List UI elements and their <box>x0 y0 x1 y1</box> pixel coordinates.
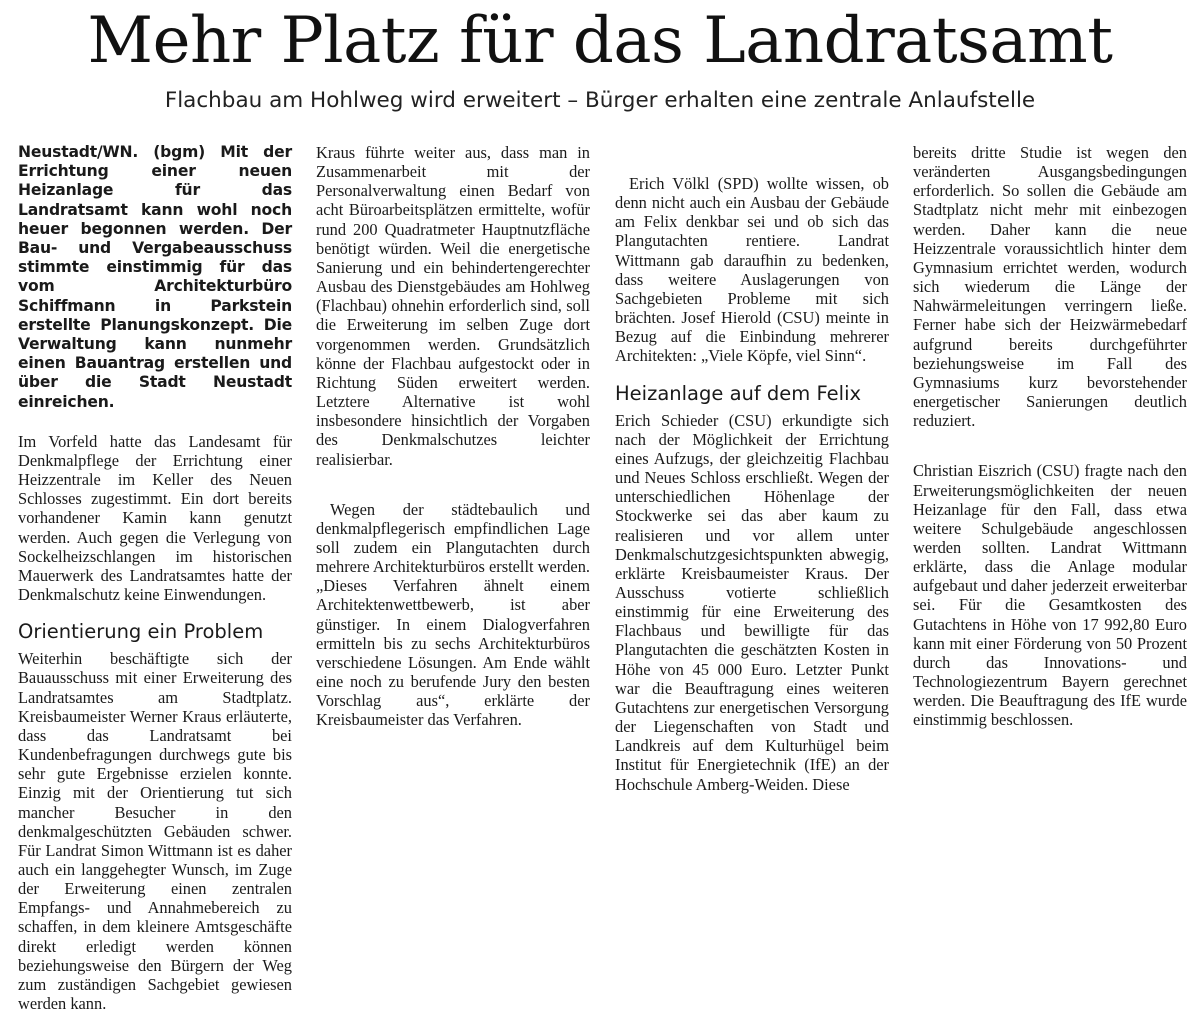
column-4 <box>913 143 1187 811</box>
subtitle-orientierung: Orientierung ein Problem <box>18 620 264 644</box>
paragraph-schieder: Erich Schieder (CSU) erkundigte sich nach der Möglichkeit der Errichtung eines Aufzugs, der gleichzeitig Flachbau und Neues Schloss erschließt. Wegen der unterschiedlichen Höhenlage der Stockwerke sei das aber kaum zu realisieren und vor allem unter Denkmalschutzgesichtspunkten abwegig, erklärte Kreisbaumeister Kraus. Der Ausschuss votierte schließlich einstimmig für eine Erweiterung des Flachbaus und bewilligte für das Plangutachten die geschätzten Kosten in Höhe von 45 000 Euro. Letzter Punkt war die Beauftragung eines weiteren Gutachtens zur energetischen Versorgung der Liegenschaften von Stadt und Landkreis auf dem Kulturhügel beim Institut für Energietechnik (IfE) an der Hochschule Amberg-Weiden. Diese <box>615 410 889 794</box>
column-3 <box>615 143 889 811</box>
paragraph-eiszrich: Christian Eiszrich (CSU) fragte nach den Erweiterungsmöglichkeiten der neuen Heizanlage für den Fall, dass etwa weitere Schulgebäude angeschlossen werden sollten. Landrat Wittmann erklärte, dass die Anlage modular aufgebaut und daher jederzeit erweiterbar sei. Für die Gesamtkosten des Gutachtens in Höhe von 17 992,80 Euro kann mit einer Förderung von 50 Prozent durch das Innovations- und Technologiezentrum Bayern gerechnet werden. Die Beauftragung des IfE wurde einstimmig beschlossen. <box>913 461 1187 730</box>
paragraph-bauausschuss: Weiterhin beschäftigte sich der Bauausschuss mit einer Erweiterung des Landratsamtes am Stadtplatz. Kreisbaumeister Werner Kraus erläuterte, dass das Landratsamt bei Kundenbefragungen durchwegs gute bis sehr gute Ergebnisse erzielen konnte. Einzig mit der Orientierung tut sich mancher Besucher in den denkmalgeschützten Gebäuden schwer. Für Landrat Simon Wittmann ist es daher auch ein langgehegter Wunsch, im Zuge der Erweiterung einen zentralen Empfangs- und Annahmebereich zu schaffen, in dem kleinere Amtsgeschäfte direkt erledigt werden können beziehungsweise den Bürgern der Weg zum zuständigen Sachgebiet gewiesen werden kann. <box>18 649 292 1013</box>
paragraph-schieder-continued: bereits dritte Studie ist wegen den veränderten Ausgangsbedingungen erforderlich. So sollen die Gebäude am Stadtplatz nicht mehr mit einbezogen werden. Daher kann die neue Heizzentrale voraussichtlich hinter dem Gymnasium errichtet werden, wodurch sich wiederum die Länge der Nahwärmeleitungen verringern ließe. Ferner habe sich der Heizwärmebedarf aufgrund bereits durchgeführter beziehungsweise im Fall des Gymnasiums kurz bevorstehender energetischer Sanierungen deutlich reduziert. <box>913 143 1187 431</box>
column-2 <box>316 143 590 811</box>
article-body <box>18 143 1188 1013</box>
paragraph-kraus: Kraus führte weiter aus, dass man in Zusammenarbeit mit der Personalverwaltung einen Bedarf von acht Büroarbeitsplätzen ermittelte, wofür rund 200 Quadratmeter Hauptnutzfläche benötigt würden. Weil die energetische Sanierung und ein behindertengerechter Ausbau des Dienstgebäudes am Hohlweg (Flachbau) ohnehin erforderlich sind, soll die Erweiterung im selben Zuge dort vorgenommen werden. Grundsätzlich könne der Flachbau aufgestockt oder in Richtung Süden erweitert werden. Letztere Alternative ist wohl insbesondere hinsichtlich der Vorgaben des Denkmalschutzes leichter realisierbar. <box>316 143 590 469</box>
paragraph-voelkl: Erich Völkl (SPD) wollte wissen, ob denn nicht auch ein Ausbau der Gebäude am Felix denkbar sei und ob sich das Plangutachten rentiere. Landrat Wittmann gab daraufhin zu bedenken, dass weitere Auslagerungen von Sachgebieten Probleme mit sich brächten. Josef Hierold (CSU) meinte in Bezug auf die Einbindung mehrerer Architekten: „Viele Köpfe, viel Sinn“. <box>615 174 889 366</box>
lead-paragraph: Neustadt/WN. (bgm) Mit der Errichtung einer neuen Heizanlage für das Landratsamt kann wohl noch heuer begonnen werden. Der Bau- und Vergabeausschuss stimmte einstimmig für das vom Architekturbüro Schiffmann in Parkstein erstellte Planungskonzept. Die Verwaltung kann nunmehr einen Bauantrag erstellen und über die Stadt Neustadt einreichen. <box>18 143 292 411</box>
paragraph-denkmalpflege: Im Vorfeld hatte das Landesamt für Denkmalpflege der Errichtung einer Heizzentrale im Keller des Neuen Schlosses zugestimmt. Ein dort bereits vorhandener Kamin kann genutzt werden. Auch gegen die Verlegung von Sockelheizschlangen im historischen Mauerwerk des Landratsamtes hatte der Denkmalschutz keine Einwendungen. <box>18 431 292 605</box>
subtitle-heizanlage: Heizanlage auf dem Felix <box>615 381 862 405</box>
headline: Mehr Platz für das Landratsamt <box>87 4 1113 78</box>
paragraph-plangutachten: Wegen der städtebaulich und denkmalpflegerisch empfindlichen Lage soll zudem ein Plangutachten durch mehrere Architekturbüros erstellt werden. „Dieses Verfahren ähnelt einem Architektenwettbewerb, ist aber günstiger. In einem Dialogverfahren ermitteln bis zu sechs Architekturbüros verschiedene Lösungen. Am Ende wählt eine noch zu berufende Jury den besten Vorschlag aus“, erklärte der Kreisbaumeister das Verfahren. <box>316 499 590 730</box>
column-1 <box>18 143 292 1013</box>
subheadline: Flachbau am Hohlweg wird erweitert – Bürger erhalten eine zentrale Anlaufstelle <box>164 88 1036 113</box>
